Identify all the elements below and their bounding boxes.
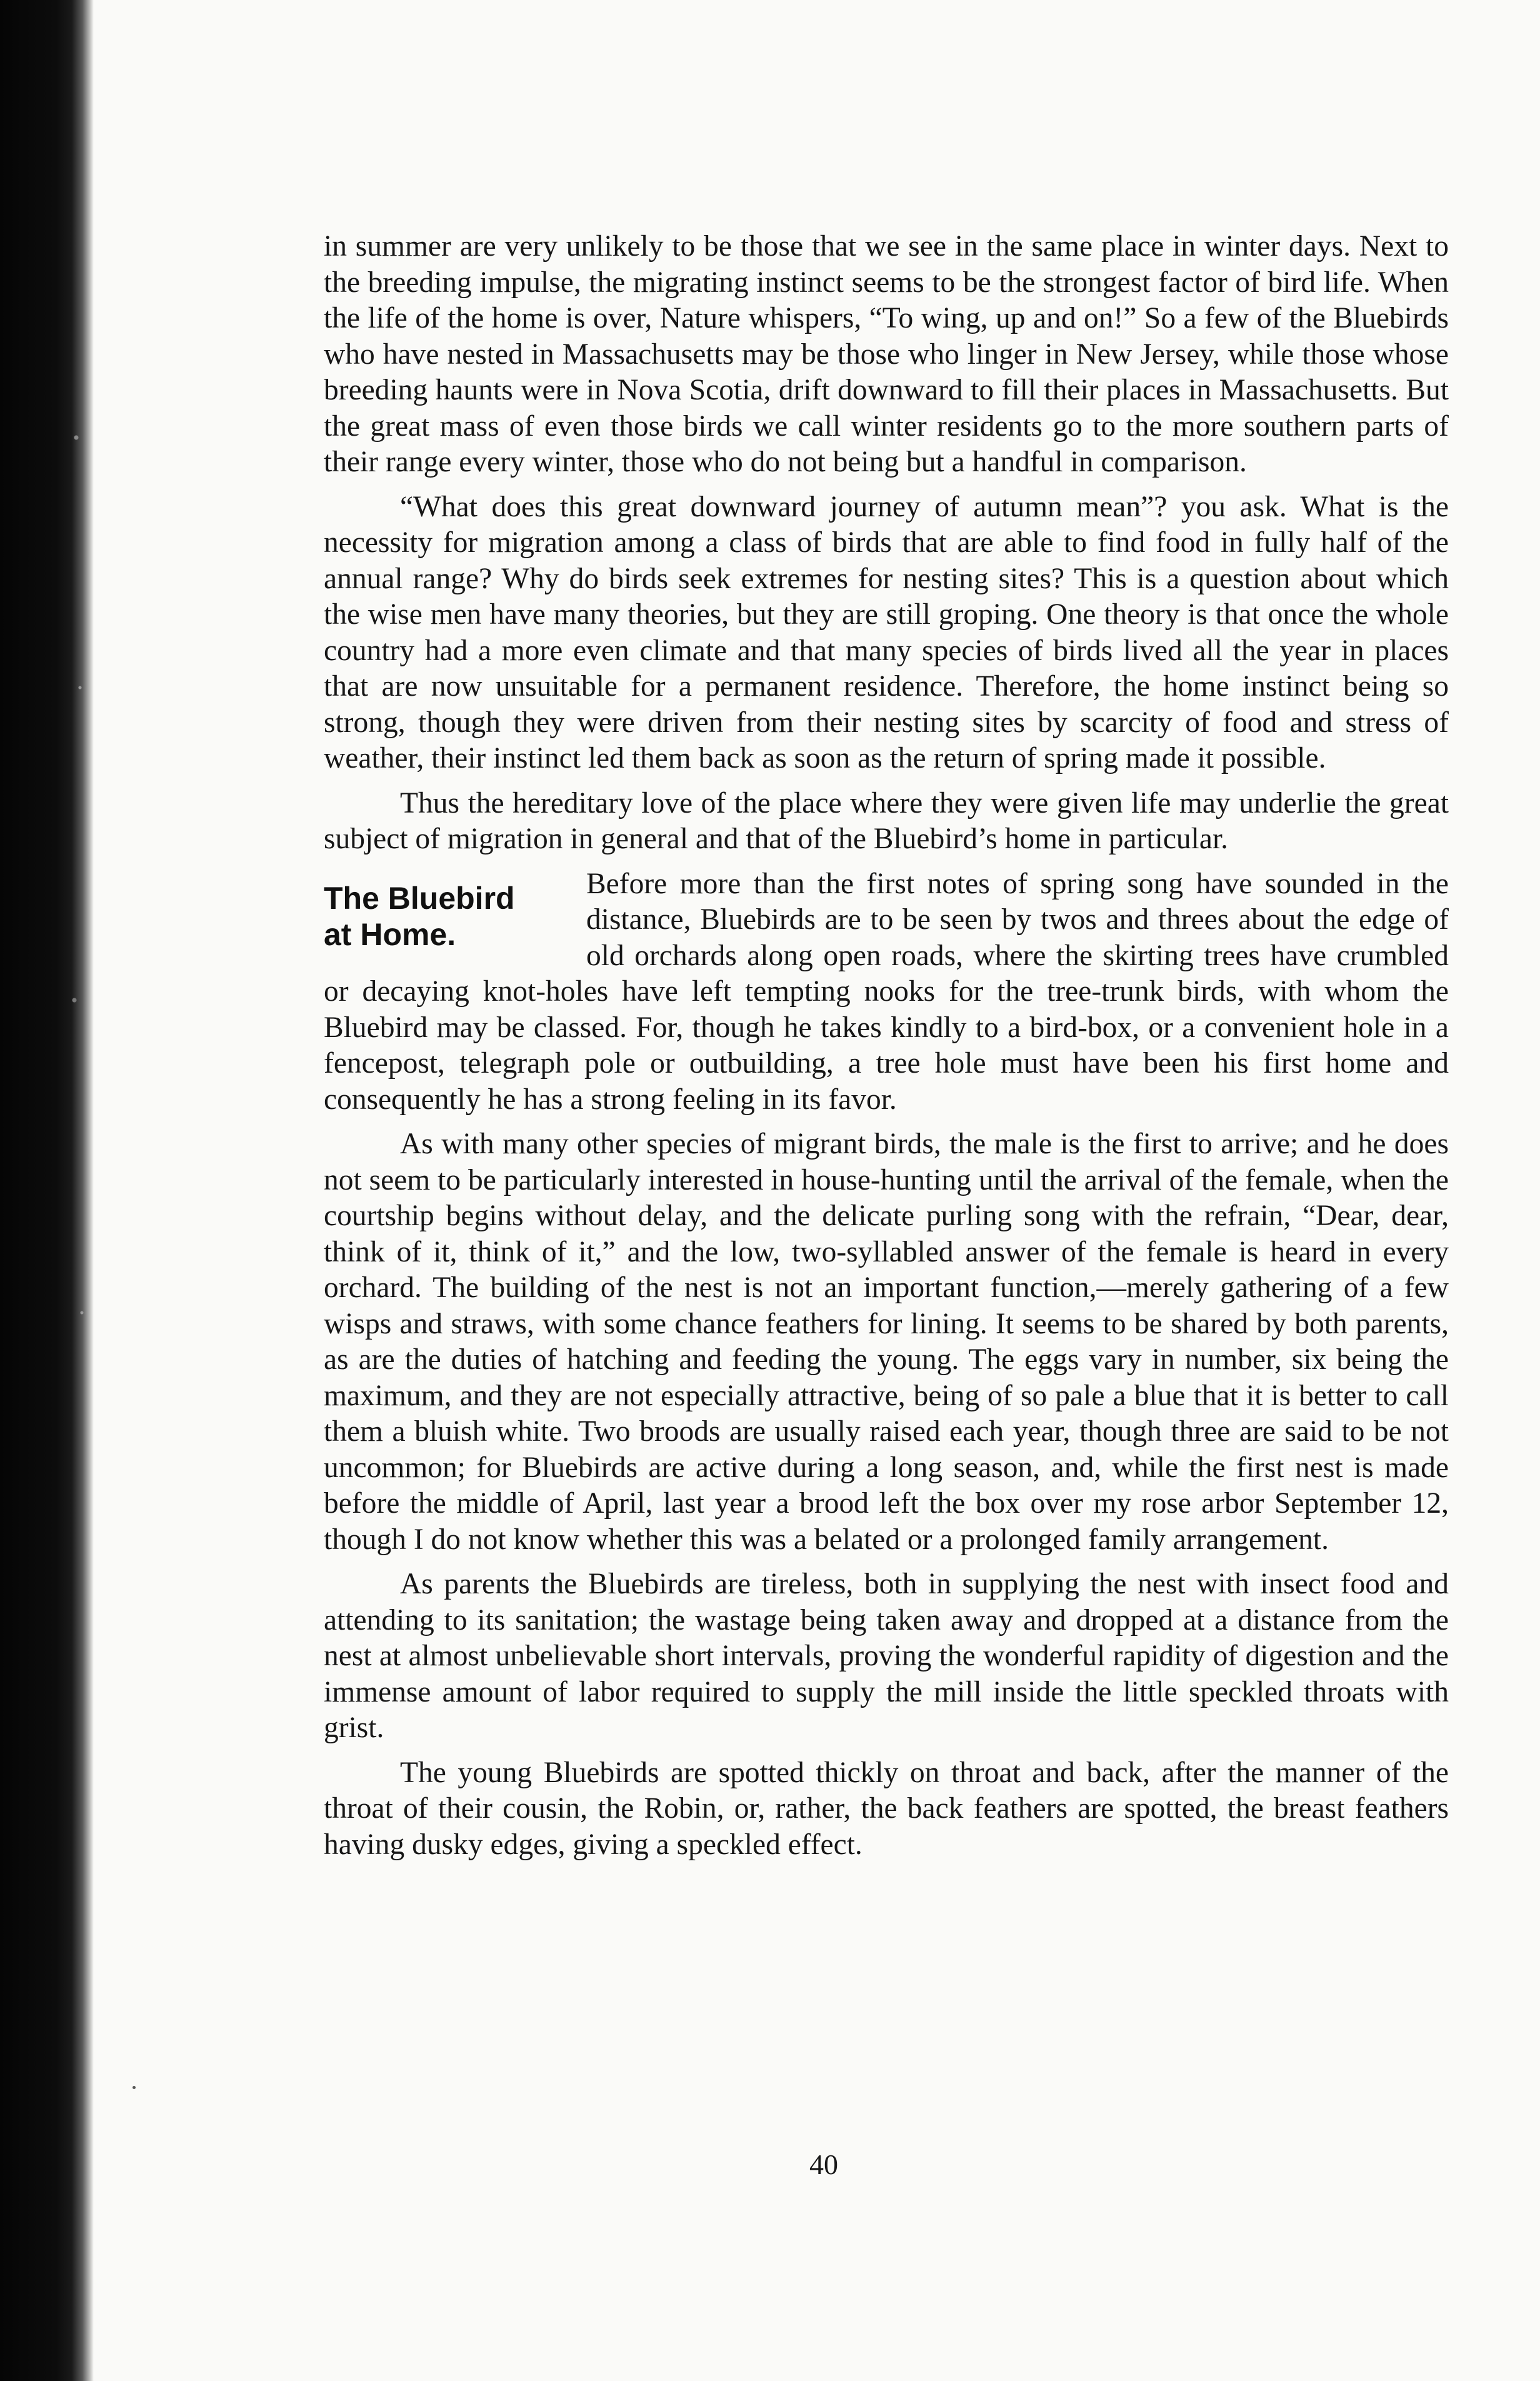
paragraph-bluebird-at-home: Before more than the first notes of spring song have sounded in the distance, Bluebirds are to be seen by twos and threes about the edge of old orchards along open roads, where the skirting trees have crumbled or decaying knot-holes have left tempting nooks for the tree-trunk birds, with whom the Bluebird may be classed. For, though he takes kindly to a bird-box, or a convenient hole in a fencepost, telegraph pole or outbuilding, a tree hole must have been his first home and consequently he has a strong feeling in its favor. [324, 867, 1449, 1116]
scan-artifacts [69, 313, 88, 1563]
section-heading-line-1: The Bluebird [324, 880, 515, 916]
section-heading [324, 880, 568, 953]
paragraph-parents: As parents the Bluebirds are tireless, both in supplying the nest with insect food and attending to its sanitation; the wastage being taken away and dropped at a distance from the nest at almost unbelievable short intervals, proving the wonderful rapidity of digestion and the immense amount of labor required to supply the mill inside the little speckled throats with grist. [324, 1568, 1449, 1744]
section-heading-line-2: at Home. [324, 916, 456, 952]
page-number: 40 [809, 2148, 838, 2180]
paragraph-continued: in summer are very unlikely to be those that we see in the same place in winter days. Next to the breeding impulse, the migrating instinct seems to be the strongest factor of bird life. When the life of the home is over, Nature whispers, “To wing, up and on!” So a few of the Bluebirds who have nested in Massachusetts may be those who linger in New Jersey, while those whose breeding haunts were in Nova Scotia, drift downward to fill their places in Massachusetts. But the great mass of even those birds we call winter residents go to the more southern parts of their range every winter, those who do not being but a handful in comparison. [324, 230, 1449, 478]
margin-dot [132, 2086, 136, 2089]
page-body [324, 229, 1449, 1872]
paragraph-courtship: As with many other species of migrant birds, the male is the first to arrive; and he does not seem to be particularly interested in house-hunting until the arrival of the female, when the courtship begins without delay, and the delicate purling song with the refrain, “Dear, dear, think of it, think of it,” and the low, two-syllabled answer of the female is heard in every orchard. The building of the nest is not an important function,—merely gathering of a few wisps and straws, with some chance feathers for lining. It seems to be shared by both parents, as are the duties of hatching and feeding the young. The eggs vary in number, six being the maximum, and they are not especially attractive, being of so pale a blue that it is better to call them a bluish white. Two broods are usually raised each year, though three are said to be not uncommon; for Bluebirds are active during a long season, and, while the first nest is made before the middle of April, last year a brood left the box over my rose arbor September 12, though I do not know whether this was a belated or a prolonged family arrangement. [324, 1128, 1449, 1556]
paragraph-young-bluebirds: The young Bluebirds are spotted thickly on throat and back, after the manner of the throat of their cousin, the Robin, or, rather, the back feathers are spotted, the breast feathers having dusky edges, giving a speckled effect. [324, 1756, 1449, 1861]
paragraph-hereditary-love: Thus the hereditary love of the place where they were given life may underlie the great subject of migration in general and that of the Bluebird’s home in particular. [324, 786, 1449, 855]
paragraph-migration-question: “What does this great downward journey of autumn mean”? you ask. What is the necessity for migration among a class of birds that are able to find food in fully half of the annual range? Why do birds seek extremes for nesting sites? This is a question about which the wise men have many theories, but they are still groping. One theory is that once the whole country had a more even climate and that many species of birds lived all the year in places that are now unsuitable for a permanent residence. Therefore, the home instinct being so strong, though they were driven from their nesting sites by scarcity of food and stress of weather, their instinct led them back as soon as the return of spring made it possible. [324, 490, 1449, 774]
